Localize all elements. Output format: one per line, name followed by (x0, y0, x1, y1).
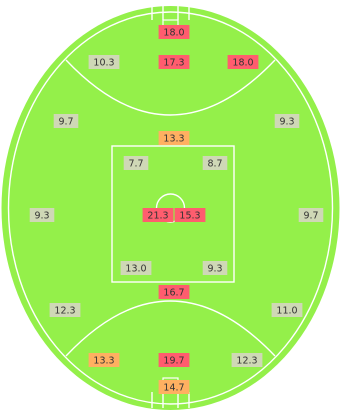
zone-value-back-pocket-right: 12.3 (236, 355, 258, 367)
zone-value-centre-left: 21.3 (147, 210, 169, 222)
zone-centre-square-br (203, 261, 228, 275)
zone-centre-square-tl (124, 156, 149, 170)
zone-value-wing-left: 9.3 (34, 210, 50, 222)
zone-half-fwd-flank-right (275, 114, 300, 128)
zone-fwd-pocket-right (228, 55, 259, 69)
zone-value-centre-square-bl: 13.0 (125, 263, 147, 275)
zone-centre-half-back (159, 285, 190, 299)
zone-value-centre-right: 15.3 (179, 210, 201, 222)
zone-value-goal-top: 18.0 (163, 27, 185, 39)
zone-centre-half-forward (159, 131, 190, 145)
zone-value-centre-square-tl: 7.7 (128, 158, 144, 170)
zone-wing-right (299, 208, 324, 222)
zone-wing-left (30, 208, 55, 222)
zone-value-half-fwd-flank-right: 9.3 (279, 116, 295, 128)
zone-centre-square-bl (121, 261, 152, 275)
zone-back-pocket-left (89, 353, 120, 367)
zone-value-wing-right: 9.7 (303, 210, 319, 222)
zone-half-back-flank-left (50, 303, 81, 317)
zone-centre-left (143, 208, 174, 222)
zone-value-centre-square-tr: 8.7 (207, 158, 223, 170)
zone-value-half-back-flank-left: 12.3 (54, 305, 76, 317)
zone-value-back-pocket-left: 13.3 (93, 355, 115, 367)
zone-value-full-forward: 17.3 (163, 57, 185, 69)
zone-centre-square-tr (203, 156, 228, 170)
zone-value-centre-half-forward: 13.3 (163, 133, 185, 145)
zone-value-half-back-flank-right: 11.0 (276, 305, 298, 317)
zone-value-goal-bottom: 14.7 (163, 382, 185, 394)
zone-full-back (159, 353, 190, 367)
zone-value-centre-square-br: 9.3 (207, 263, 223, 275)
zone-centre-right (175, 208, 206, 222)
zone-value-full-back: 19.7 (163, 355, 185, 367)
zone-value-fwd-pocket-right: 18.0 (232, 57, 254, 69)
zone-fwd-pocket-left (89, 55, 120, 69)
zone-half-fwd-flank-left (54, 114, 79, 128)
zone-value-half-fwd-flank-left: 9.7 (58, 116, 74, 128)
zone-goal-bottom (159, 380, 190, 394)
zone-full-forward (159, 55, 190, 69)
zone-back-pocket-right (232, 353, 263, 367)
zone-goal-top (159, 25, 190, 39)
zone-value-fwd-pocket-left: 10.3 (93, 57, 115, 69)
zone-half-back-flank-right (272, 303, 303, 317)
zone-value-centre-half-back: 16.7 (163, 287, 185, 299)
